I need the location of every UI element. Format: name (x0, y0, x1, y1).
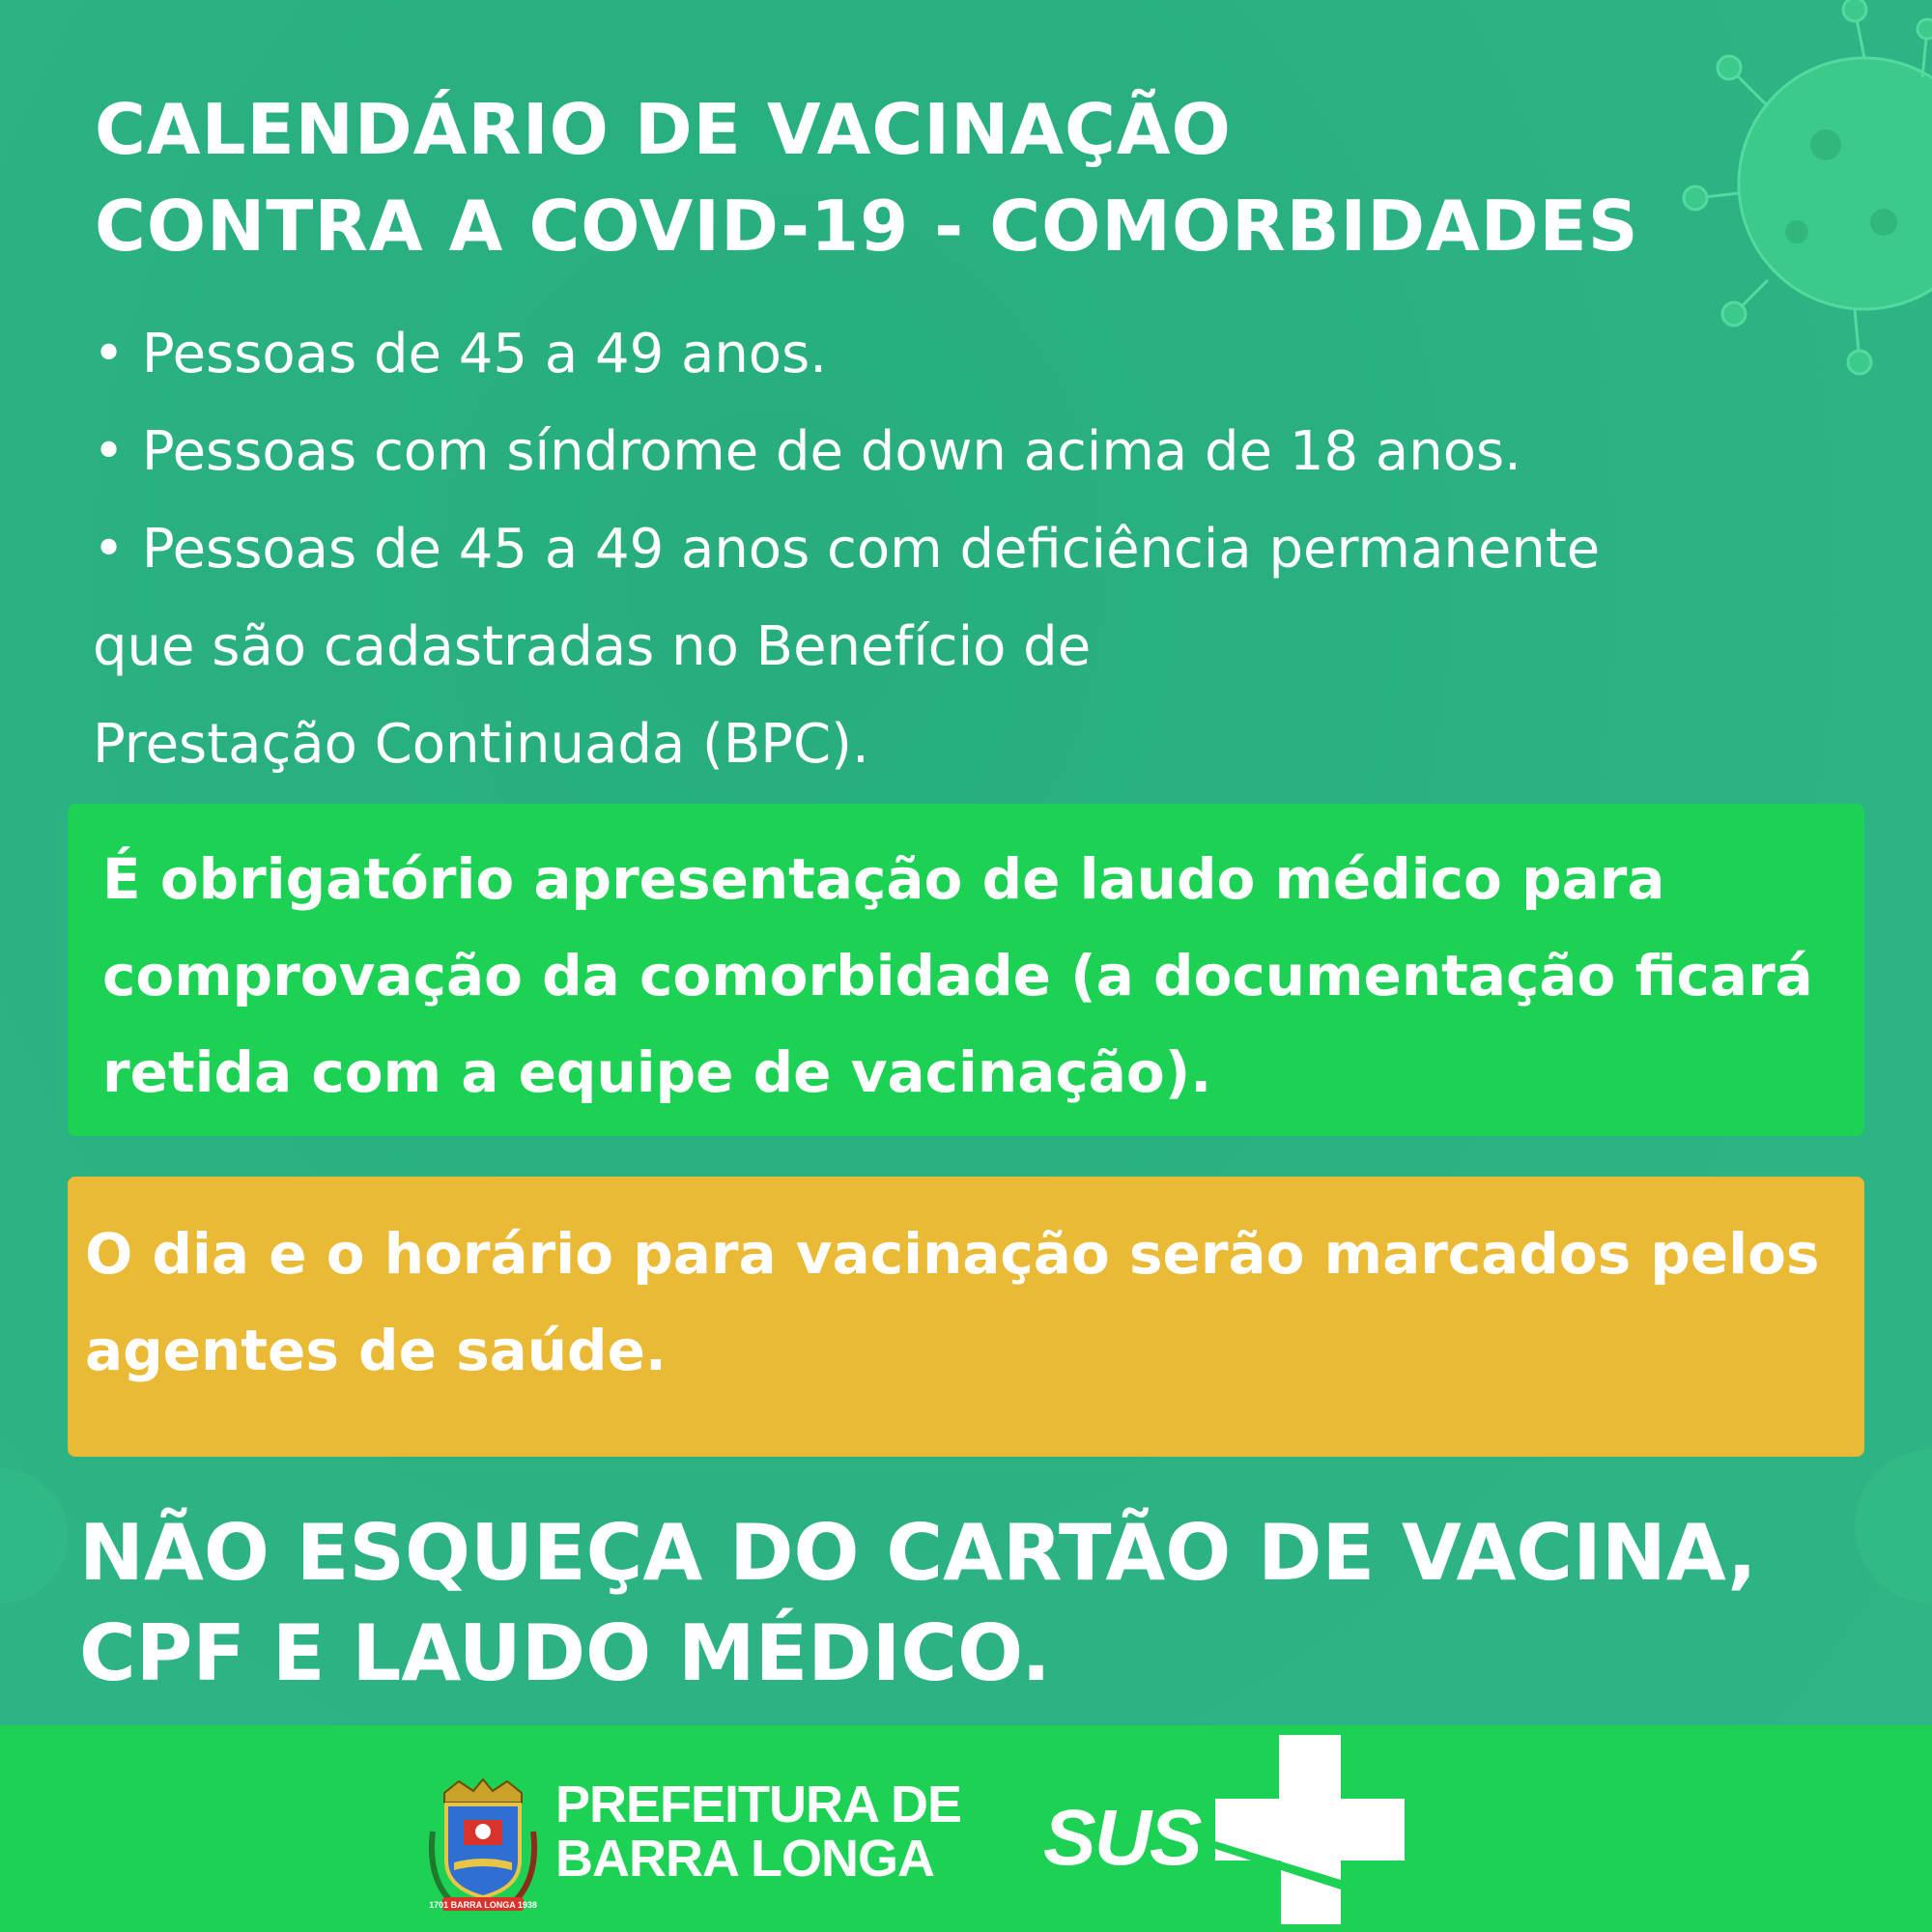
prefeitura-logo-text (555, 1777, 961, 1886)
list-item-continuation: que são cadastradas no Benefício de (93, 615, 1092, 678)
list-item: • Pessoas com síndrome de down acima de 18 anos. (93, 420, 1521, 483)
crest-text: 1701 BARRA LONGA 1938 (429, 1900, 537, 1910)
reminder-line-2: CPF E LAUDO MÉDICO. (79, 1608, 1051, 1698)
title-line-2: CONTRA A COVID-19 - COMORBIDADES (95, 185, 1639, 267)
list-item: • Pessoas de 45 a 49 anos. (93, 323, 828, 385)
sus-cross-icon (1215, 1735, 1405, 1924)
title-line-1: CALENDÁRIO DE VACINAÇÃO (95, 89, 1232, 170)
schedule-notice-text: O dia e o horário para vacinação serão marcados pelos agentes de saúde. (85, 1221, 1820, 1383)
medical-report-notice-text: É obrigatório apresentação de laudo médico para comprovação da comorbidade (a documentação ficará retida com a equipe de vacinação). (102, 846, 1813, 1105)
eligibility-list (93, 305, 1851, 793)
documents-reminder (79, 1503, 1895, 1704)
schedule-notice (68, 1177, 1864, 1457)
page-title (95, 81, 1679, 274)
prefeitura-line-2: BARRA LONGA (555, 1830, 934, 1888)
prefeitura-line-1: PREFEITURA DE (555, 1776, 962, 1833)
reminder-line-1: NÃO ESQUEÇA DO CARTÃO DE VACINA, (79, 1508, 1757, 1598)
list-item: • Pessoas de 45 a 49 anos com deficiência permanente (93, 518, 1601, 581)
municipal-crest-icon (425, 1774, 541, 1918)
list-item-continuation: Prestação Continuada (BPC). (93, 713, 869, 776)
medical-report-notice (68, 804, 1864, 1136)
footer-bar (0, 1725, 1932, 1932)
sus-label: SUS (1043, 1794, 1201, 1882)
